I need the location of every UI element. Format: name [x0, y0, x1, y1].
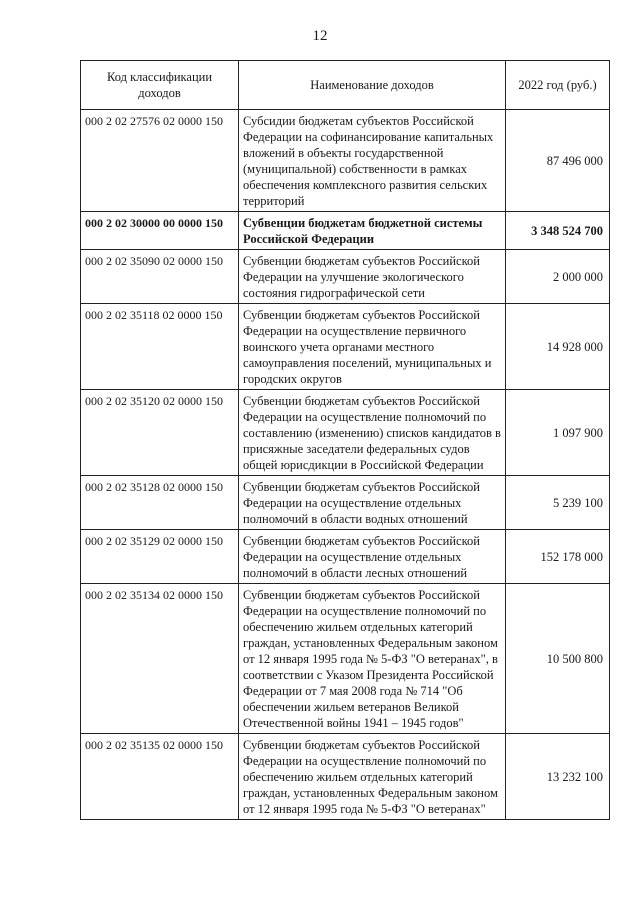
row-amount: 2 000 000 [506, 250, 610, 304]
revenue-table [80, 60, 610, 820]
header-amount: 2022 год (руб.) [506, 61, 610, 110]
row-code: 000 2 02 30000 00 0000 150 [81, 212, 239, 250]
header-name: Наименование доходов [239, 61, 506, 110]
row-code: 000 2 02 35135 02 0000 150 [81, 734, 239, 820]
table-body [81, 110, 610, 820]
table-row [81, 530, 610, 584]
row-name: Субвенции бюджетам субъектов Российской Федерации на осуществление первичного воинского учета органами местного самоуправления поселений, муниципальных и городских округов [239, 304, 506, 390]
row-name: Субвенции бюджетам субъектов Российской Федерации на осуществление полномочий по составлению (изменению) списков кандидатов в присяжные заседатели федеральных судов общей юрисдикции в Российской Федерации [239, 390, 506, 476]
header-code: Код классификации доходов [81, 61, 239, 110]
row-name: Субвенции бюджетам бюджетной системы Российской Федерации [239, 212, 506, 250]
table-row [81, 304, 610, 390]
table-row [81, 584, 610, 734]
row-name: Субсидии бюджетам субъектов Российской Федерации на софинансирование капитальных вложений в объекты государственной (муниципальной) собственности в рамках обеспечения комплексного развития сельских территорий [239, 110, 506, 212]
row-amount: 10 500 800 [506, 584, 610, 734]
row-amount: 87 496 000 [506, 110, 610, 212]
row-name: Субвенции бюджетам субъектов Российской Федерации на осуществление полномочий по обеспечению жильем отдельных категорий граждан, установленных Федеральным законом от 12 января 1995 года № 5-ФЗ "О ветеранах", в соответствии с Указом Президента Российской Федерации от 7 мая 2008 года № 714 "Об обеспечении жильем ветеранов Великой Отечественной войны 1941 – 1945 годов" [239, 584, 506, 734]
row-code: 000 2 02 35090 02 0000 150 [81, 250, 239, 304]
row-code: 000 2 02 35120 02 0000 150 [81, 390, 239, 476]
table-row [81, 734, 610, 820]
row-name: Субвенции бюджетам субъектов Российской Федерации на осуществление полномочий по обеспечению жильем отдельных категорий граждан, установленных Федеральным законом от 12 января 1995 года № 5-ФЗ "О ветеранах" [239, 734, 506, 820]
page-number: 12 [312, 28, 328, 44]
row-amount: 152 178 000 [506, 530, 610, 584]
table-row [81, 250, 610, 304]
row-amount: 13 232 100 [506, 734, 610, 820]
row-amount: 1 097 900 [506, 390, 610, 476]
row-code: 000 2 02 27576 02 0000 150 [81, 110, 239, 212]
row-name: Субвенции бюджетам субъектов Российской Федерации на улучшение экологического состояния гидрографической сети [239, 250, 506, 304]
table-row [81, 110, 610, 212]
row-code: 000 2 02 35118 02 0000 150 [81, 304, 239, 390]
row-amount: 3 348 524 700 [506, 212, 610, 250]
table-row [81, 476, 610, 530]
row-code: 000 2 02 35129 02 0000 150 [81, 530, 239, 584]
row-amount: 5 239 100 [506, 476, 610, 530]
row-code: 000 2 02 35128 02 0000 150 [81, 476, 239, 530]
row-name: Субвенции бюджетам субъектов Российской Федерации на осуществление отдельных полномочий в области лесных отношений [239, 530, 506, 584]
table-header-row [81, 61, 610, 110]
row-amount: 14 928 000 [506, 304, 610, 390]
row-code: 000 2 02 35134 02 0000 150 [81, 584, 239, 734]
table-row [81, 212, 610, 250]
row-name: Субвенции бюджетам субъектов Российской Федерации на осуществление отдельных полномочий в области водных отношений [239, 476, 506, 530]
table-row [81, 390, 610, 476]
